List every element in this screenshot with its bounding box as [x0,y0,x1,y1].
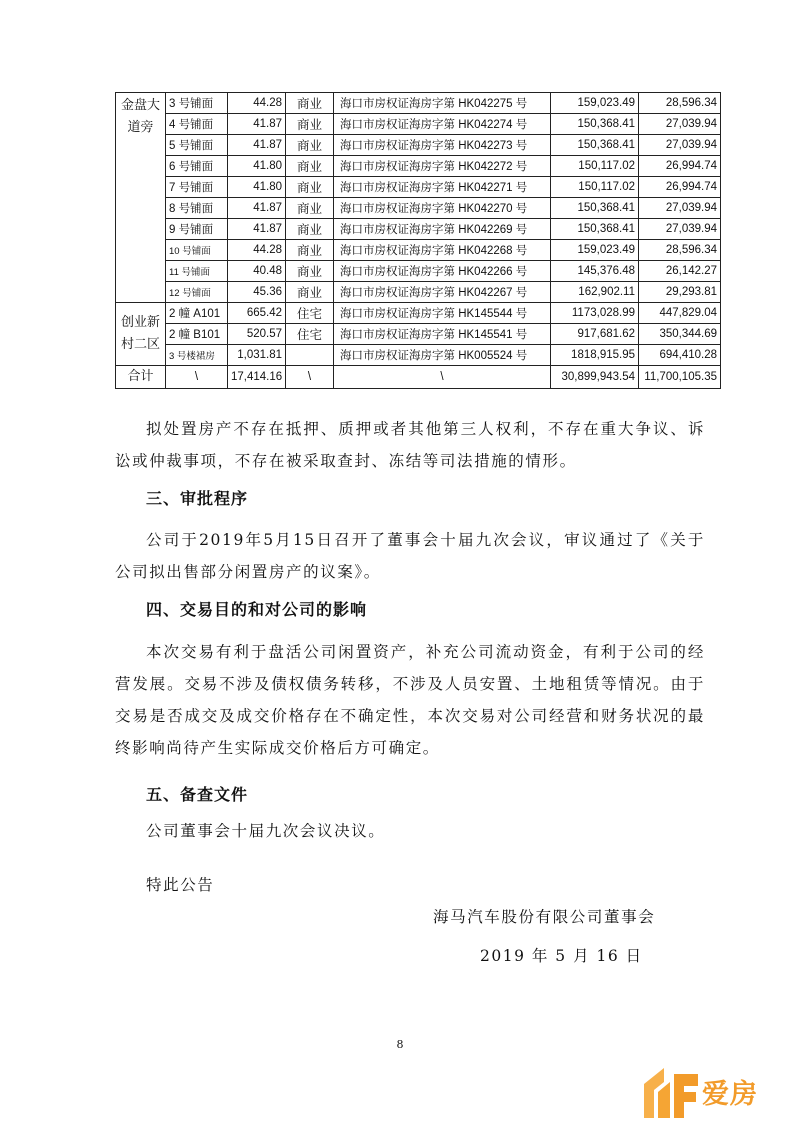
value-cell: 159,023.49 [551,93,639,114]
section-heading-documents: 五、备查文件 [146,785,249,804]
property-name-cell: 11 号铺面 [166,261,228,282]
value-cell: 350,344.69 [639,324,721,345]
usage-cell: 商业 [286,219,334,240]
area-cell: 41.87 [228,135,286,156]
total-row [116,366,721,389]
property-name-cell: 2 幢 B101 [166,324,228,345]
area-cell: 520.57 [228,324,286,345]
value-cell: 26,994.74 [639,156,721,177]
property-name-cell: 12 号铺面 [166,282,228,303]
usage-cell: 商业 [286,135,334,156]
property-name-cell: 6 号铺面 [166,156,228,177]
value-cell: 26,142.27 [639,261,721,282]
value-cell: 28,596.34 [639,240,721,261]
property-name-cell: 9 号铺面 [166,219,228,240]
usage-cell: 住宅 [286,303,334,324]
table-row [116,240,721,261]
usage-cell: 商业 [286,177,334,198]
value-cell: 27,039.94 [639,114,721,135]
value-cell: 447,829.04 [639,303,721,324]
value-cell: 26,994.74 [639,177,721,198]
table-row [116,219,721,240]
area-cell: 41.87 [228,114,286,135]
usage-cell: 商业 [286,240,334,261]
area-cell: 41.80 [228,156,286,177]
value-cell: 1173,028.99 [551,303,639,324]
signature-date: 2019 年 5 月 16 日 [480,947,643,965]
value-cell: 694,410.28 [639,345,721,366]
certificate-cell: 海口市房权证海房字第 HK042274 号 [334,114,551,135]
table-row [116,261,721,282]
certificate-cell: 海口市房权证海房字第 HK005524 号 [334,345,551,366]
total-label-cell: 合计 [116,366,166,389]
certificate-cell: 海口市房权证海房字第 HK145544 号 [334,303,551,324]
table-row [116,198,721,219]
value-cell: 27,039.94 [639,198,721,219]
area-cell: 41.87 [228,219,286,240]
area-cell: 41.87 [228,198,286,219]
area-cell: 45.36 [228,282,286,303]
closing-text: 特此公告 [146,876,215,894]
property-name-cell: 2 幢 A101 [166,303,228,324]
property-name-cell: 10 号铺面 [166,240,228,261]
usage-cell: 商业 [286,114,334,135]
area-cell: 41.80 [228,177,286,198]
total-value-cell: 30,899,943.54 [551,366,639,389]
property-name-cell: 5 号铺面 [166,135,228,156]
purpose-paragraph: 本次交易有利于盘活公司闲置资产，补充公司流动资金，有利于公司的经营发展。交易不涉及债权债务转移，不涉及人员安置、土地租赁等情况。由于交易是否成交及成交价格存在不确定性，本次交易对公司经营和财务状况的最终影响尚待产生实际成交价格后方可确定。 [115,643,705,757]
total-usage-cell: \ [286,366,334,389]
section-heading-approval: 三、审批程序 [146,489,249,508]
table-row [116,177,721,198]
location-cell: 金盘大道旁 [116,93,166,303]
certificate-cell: 海口市房权证海房字第 HK042272 号 [334,156,551,177]
certificate-cell: 海口市房权证海房字第 HK042273 号 [334,135,551,156]
disposal-statement-paragraph: 拟处置房产不存在抵押、质押或者其他第三人权利，不存在重大争议、诉讼或仲裁事项，不存在被采取查封、冻结等司法措施的情形。 [115,420,705,470]
table-row [116,324,721,345]
certificate-cell: 海口市房权证海房字第 HK042268 号 [334,240,551,261]
property-name-cell: 3 号铺面 [166,93,228,114]
table-row [116,282,721,303]
certificate-cell: 海口市房权证海房字第 HK042266 号 [334,261,551,282]
usage-cell: 住宅 [286,324,334,345]
table-row [116,114,721,135]
value-cell: 145,376.48 [551,261,639,282]
property-name-cell: 3 号楼裙房 [166,345,228,366]
property-name-cell: 7 号铺面 [166,177,228,198]
value-cell: 28,596.34 [639,93,721,114]
area-cell: 1,031.81 [228,345,286,366]
certificate-cell: 海口市房权证海房字第 HK042269 号 [334,219,551,240]
property-name-cell: 4 号铺面 [166,114,228,135]
area-cell: 665.42 [228,303,286,324]
area-cell: 44.28 [228,240,286,261]
usage-cell: 商业 [286,261,334,282]
value-cell: 162,902.11 [551,282,639,303]
total-certificate-cell: \ [334,366,551,389]
table-row [116,345,721,366]
value-cell: 27,039.94 [639,135,721,156]
value-cell: 1818,915.95 [551,345,639,366]
section-heading-purpose: 四、交易目的和对公司的影响 [146,600,368,619]
certificate-cell: 海口市房权证海房字第 HK145541 号 [334,324,551,345]
total-area-cell: 17,414.16 [228,366,286,389]
certificate-cell: 海口市房权证海房字第 HK042271 号 [334,177,551,198]
documents-paragraph: 公司董事会十届九次会议决议。 [146,822,386,840]
approval-paragraph: 公司于2019年5月15日召开了董事会十届九次会议，审议通过了《关于公司拟出售部分闲置房产的议案》。 [115,531,705,581]
table-row [116,135,721,156]
usage-cell: 商业 [286,93,334,114]
value-cell: 150,368.41 [551,198,639,219]
property-table [115,92,721,389]
value-cell: 27,039.94 [639,219,721,240]
house-logo-icon [640,1062,702,1122]
value-cell: 29,293.81 [639,282,721,303]
value-cell: 150,368.41 [551,135,639,156]
table-row [116,303,721,324]
certificate-cell: 海口市房权证海房字第 HK042275 号 [334,93,551,114]
table-row [116,93,721,114]
signature-company: 海马汽车股份有限公司董事会 [433,908,656,926]
property-name-cell: 8 号铺面 [166,198,228,219]
aifang-watermark-logo [640,1062,790,1122]
location-cell: 创业新村二区 [116,303,166,366]
certificate-cell: 海口市房权证海房字第 HK042267 号 [334,282,551,303]
value-cell: 917,681.62 [551,324,639,345]
total-value-cell: 11,700,105.35 [639,366,721,389]
value-cell: 150,117.02 [551,177,639,198]
area-cell: 40.48 [228,261,286,282]
certificate-cell: 海口市房权证海房字第 HK042270 号 [334,198,551,219]
usage-cell [286,345,334,366]
page-number: 8 [396,1038,404,1051]
table-row [116,156,721,177]
usage-cell: 商业 [286,156,334,177]
value-cell: 150,368.41 [551,114,639,135]
value-cell: 150,117.02 [551,156,639,177]
usage-cell: 商业 [286,198,334,219]
watermark-text: 爱房 [702,1079,758,1110]
value-cell: 159,023.49 [551,240,639,261]
area-cell: 44.28 [228,93,286,114]
total-name-cell: \ [166,366,228,389]
value-cell: 150,368.41 [551,219,639,240]
usage-cell: 商业 [286,282,334,303]
